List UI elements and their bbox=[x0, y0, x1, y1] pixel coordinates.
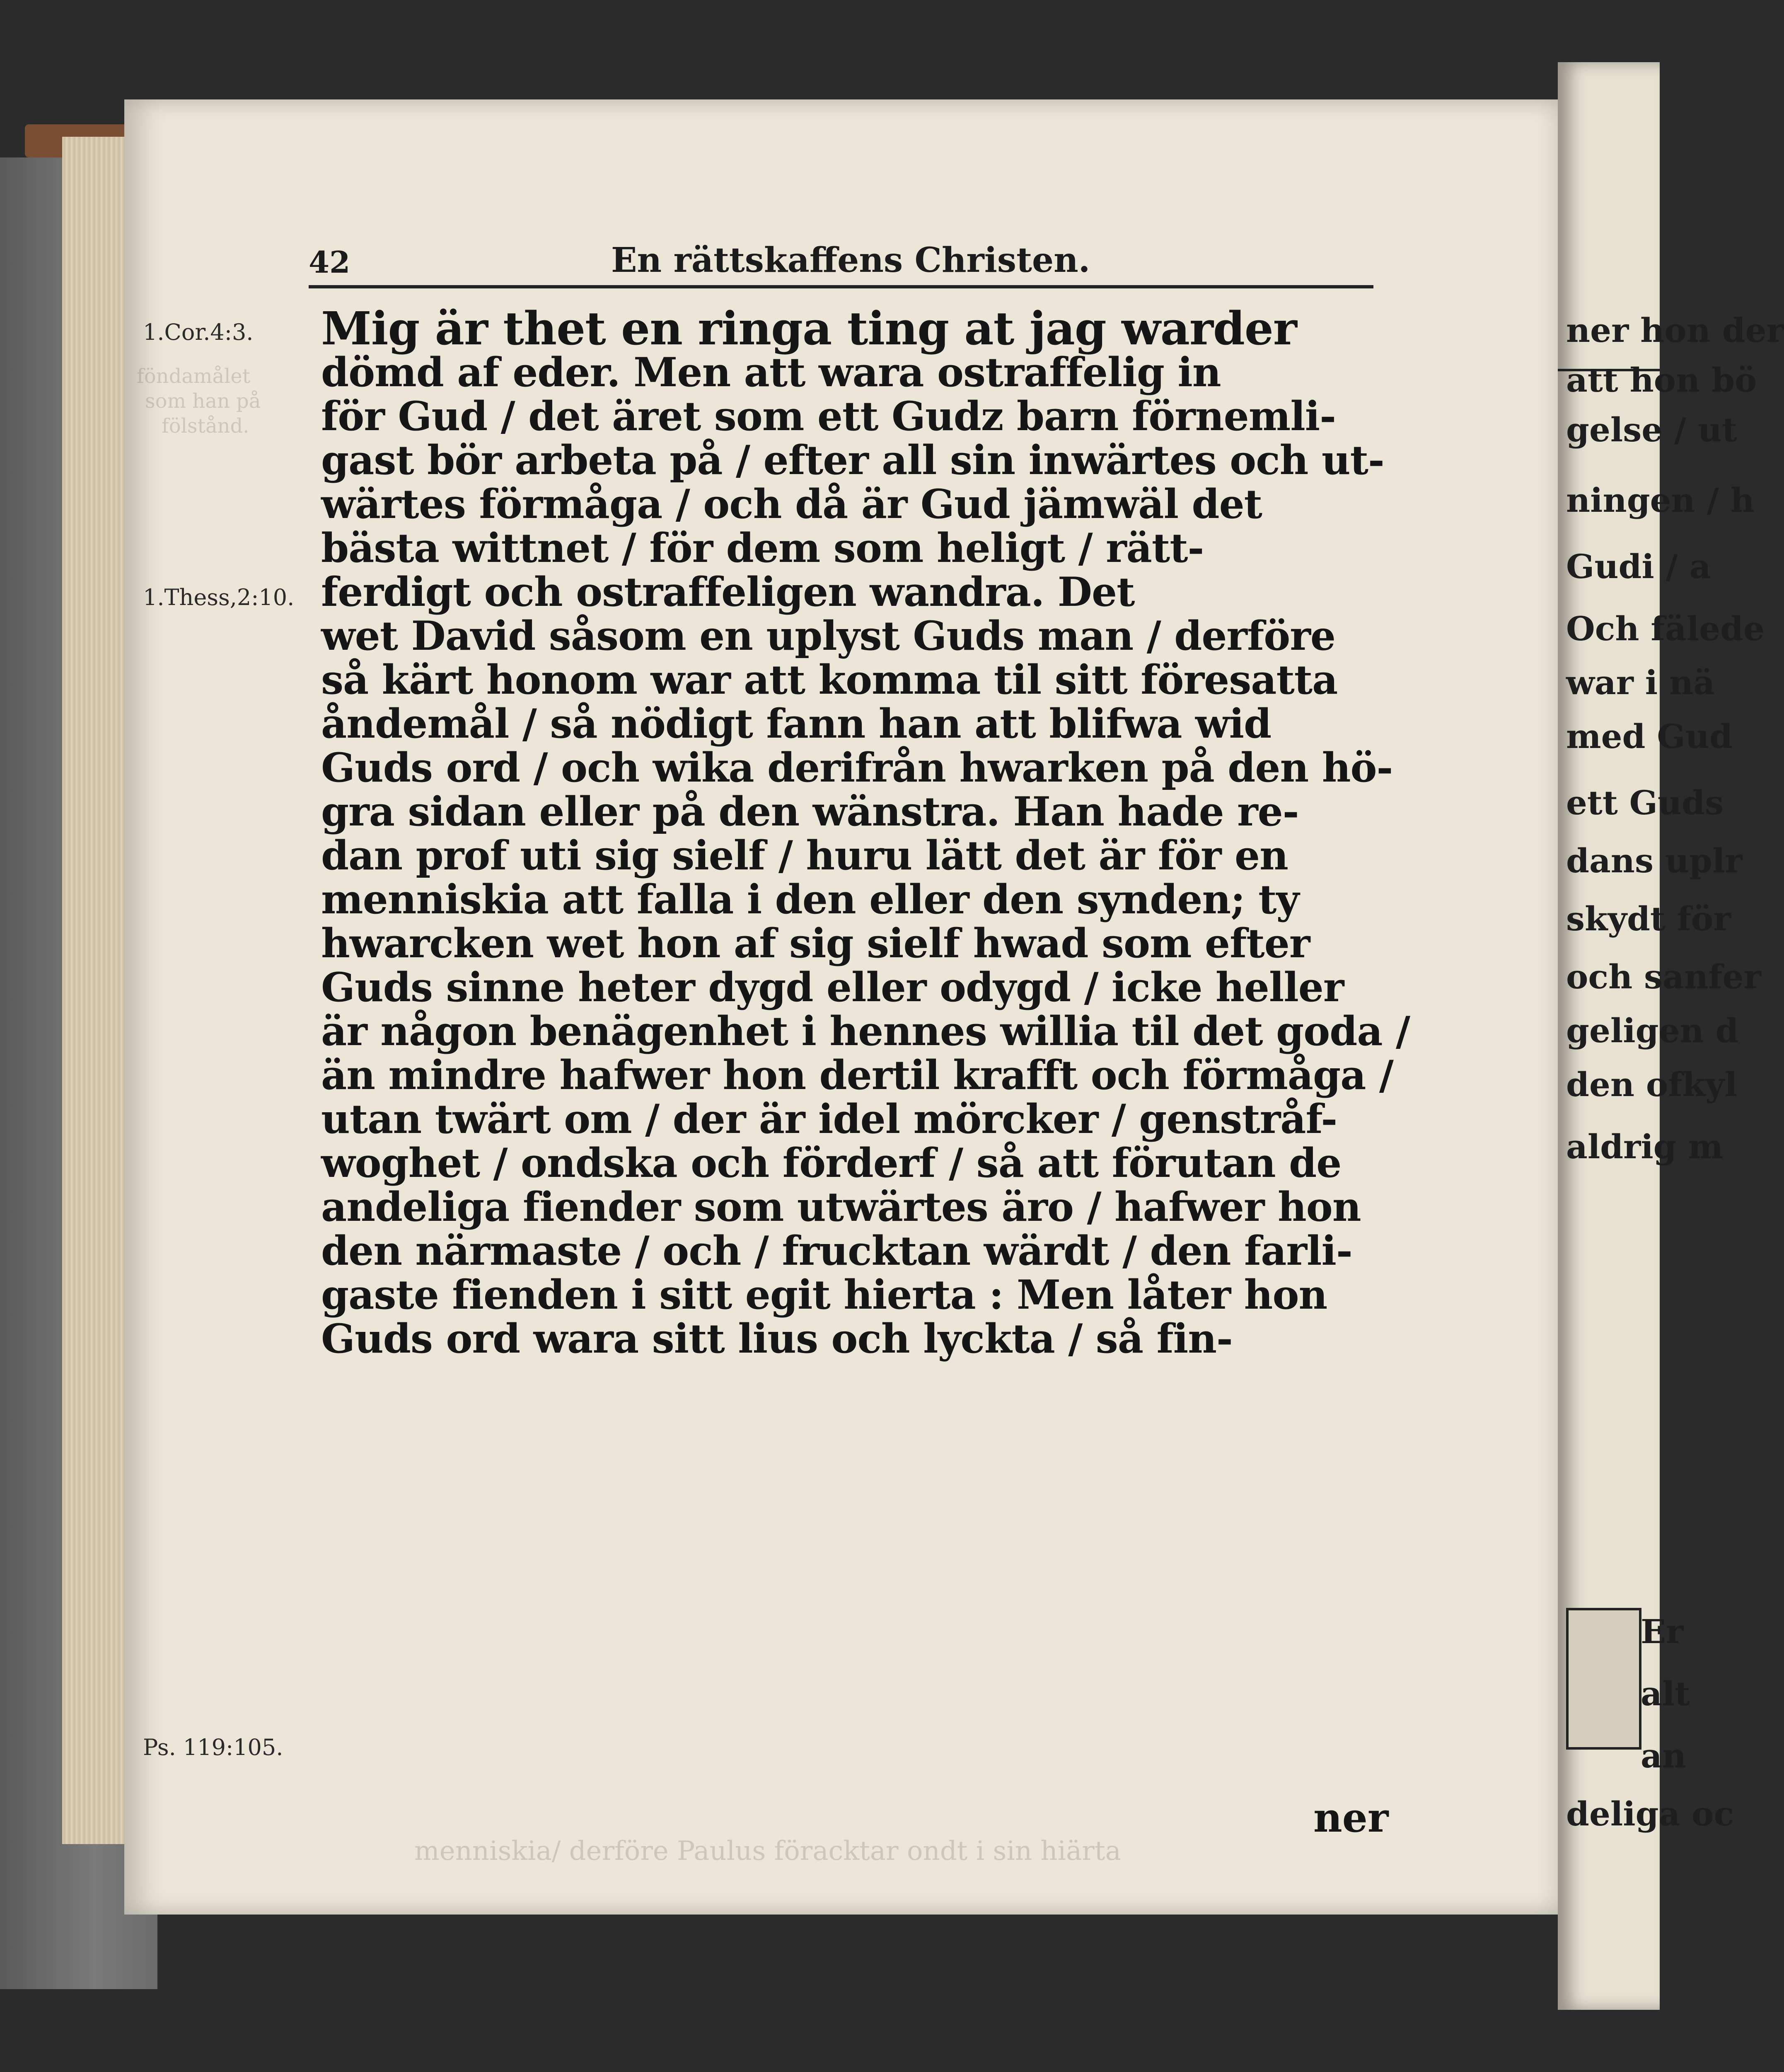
body-text bbox=[321, 302, 1410, 1362]
text-line: dan prof uti sig sielf / huru lätt det är för en bbox=[321, 832, 1288, 879]
text-line: woghet / ondska och förderf / så att förutan de bbox=[321, 1140, 1342, 1186]
facing-page-line: med Gud bbox=[1566, 717, 1733, 756]
facing-page-line: an bbox=[1641, 1736, 1686, 1775]
running-title: En rättskaffens Christen. bbox=[611, 240, 1090, 280]
text-line: ferdigt och ostraffeligen wandra. Det bbox=[321, 569, 1135, 615]
facing-page-line: dans uplr bbox=[1566, 841, 1743, 880]
text-line: åndemål / så nödigt fann han att blifwa wid bbox=[321, 700, 1272, 747]
margin-reference: 1.Thess,2:10. bbox=[143, 584, 295, 610]
facing-page-line: den ofkyl bbox=[1566, 1065, 1737, 1104]
text-line: är någon benägenhet i hennes willia til det goda / bbox=[321, 1008, 1410, 1055]
text-line: wärtes förmåga / och då är Gud jämwäl det bbox=[321, 481, 1262, 528]
facing-page-line: att hon bö bbox=[1566, 361, 1757, 399]
catchword: ner bbox=[1313, 1794, 1389, 1841]
facing-page-line: Gudi / a bbox=[1566, 547, 1711, 586]
facing-page-line: ett Guds bbox=[1566, 783, 1724, 822]
text-line: wet David såsom en uplyst Guds man / derföre bbox=[321, 612, 1335, 659]
text-line: andeliga fiender som utwärtes äro / hafwer hon bbox=[321, 1184, 1361, 1230]
facing-page-line: war i nä bbox=[1566, 663, 1715, 702]
text-line: gaste fienden i sitt egit hierta : Men låter hon bbox=[321, 1271, 1327, 1318]
text-line: för Gud / det äret som ett Gudz barn förnemli- bbox=[321, 393, 1336, 440]
bleed-through-text: föndamålet bbox=[137, 365, 251, 388]
facing-page-line: ningen / h bbox=[1566, 481, 1755, 520]
facing-page-line: och sanfer bbox=[1566, 957, 1761, 996]
bleed-through-text: menniskia/ derföre Paulus föracktar ondt i sin hiärta bbox=[414, 1836, 1121, 1866]
facing-page-line: alt bbox=[1641, 1674, 1690, 1713]
text-line: så kärt honom war att komma til sitt föresatta bbox=[321, 656, 1338, 703]
facing-page-line: aldrig m bbox=[1566, 1127, 1724, 1166]
text-line: Guds sinne heter dygd eller odygd / icke heller bbox=[321, 964, 1344, 1011]
margin-reference: Ps. 119:105. bbox=[143, 1734, 283, 1760]
text-line: Mig är thet en ringa ting at jag warder bbox=[321, 302, 1297, 355]
page-number: 42 bbox=[309, 244, 351, 280]
margin-reference: 1.Cor.4:3. bbox=[143, 319, 254, 345]
text-line: bästa wittnet / för dem som heligt / rätt- bbox=[321, 525, 1204, 571]
bleed-through-text: som han på bbox=[145, 390, 261, 413]
facing-page-line: Er bbox=[1641, 1612, 1684, 1651]
text-line: menniskia att falla i den eller den synden; ty bbox=[321, 876, 1299, 923]
text-line: än mindre hafwer hon dertil krafft och förmåga / bbox=[321, 1052, 1393, 1099]
text-line: gra sidan eller på den wänstra. Han hade re- bbox=[321, 788, 1299, 835]
facing-page-line: geligen d bbox=[1566, 1011, 1739, 1050]
text-line: dömd af eder. Men att wara ostraffelig in bbox=[321, 349, 1221, 396]
facing-page-line: ner hon der bbox=[1566, 311, 1784, 350]
facing-page bbox=[1558, 62, 1784, 2010]
text-line: Guds ord / och wika derifrån hwarken på den hö- bbox=[321, 744, 1393, 791]
text-line: utan twärt om / der är idel mörcker / genstråf- bbox=[321, 1096, 1337, 1143]
header-rule bbox=[309, 285, 1373, 288]
page-edges bbox=[62, 137, 133, 1844]
text-line: den närmaste / och / frucktan wärdt / den farli- bbox=[321, 1227, 1352, 1274]
text-line: hwarcken wet hon af sig sielf hwad som efter bbox=[321, 920, 1310, 967]
decorated-initial bbox=[1566, 1608, 1641, 1750]
text-line: gast bör arbeta på / efter all sin inwärtes och ut- bbox=[321, 437, 1384, 484]
facing-page-line: deliga oc bbox=[1566, 1794, 1734, 1833]
facing-page-line: skydt för bbox=[1566, 899, 1731, 938]
facing-page-line: Och fälede bbox=[1566, 609, 1765, 648]
page-header bbox=[309, 240, 1373, 286]
text-line: Guds ord wara sitt lius och lyckta / så fin- bbox=[321, 1315, 1233, 1362]
facing-page-line: gelse / ut bbox=[1566, 410, 1738, 449]
bleed-through-text: fölstånd. bbox=[162, 414, 249, 438]
